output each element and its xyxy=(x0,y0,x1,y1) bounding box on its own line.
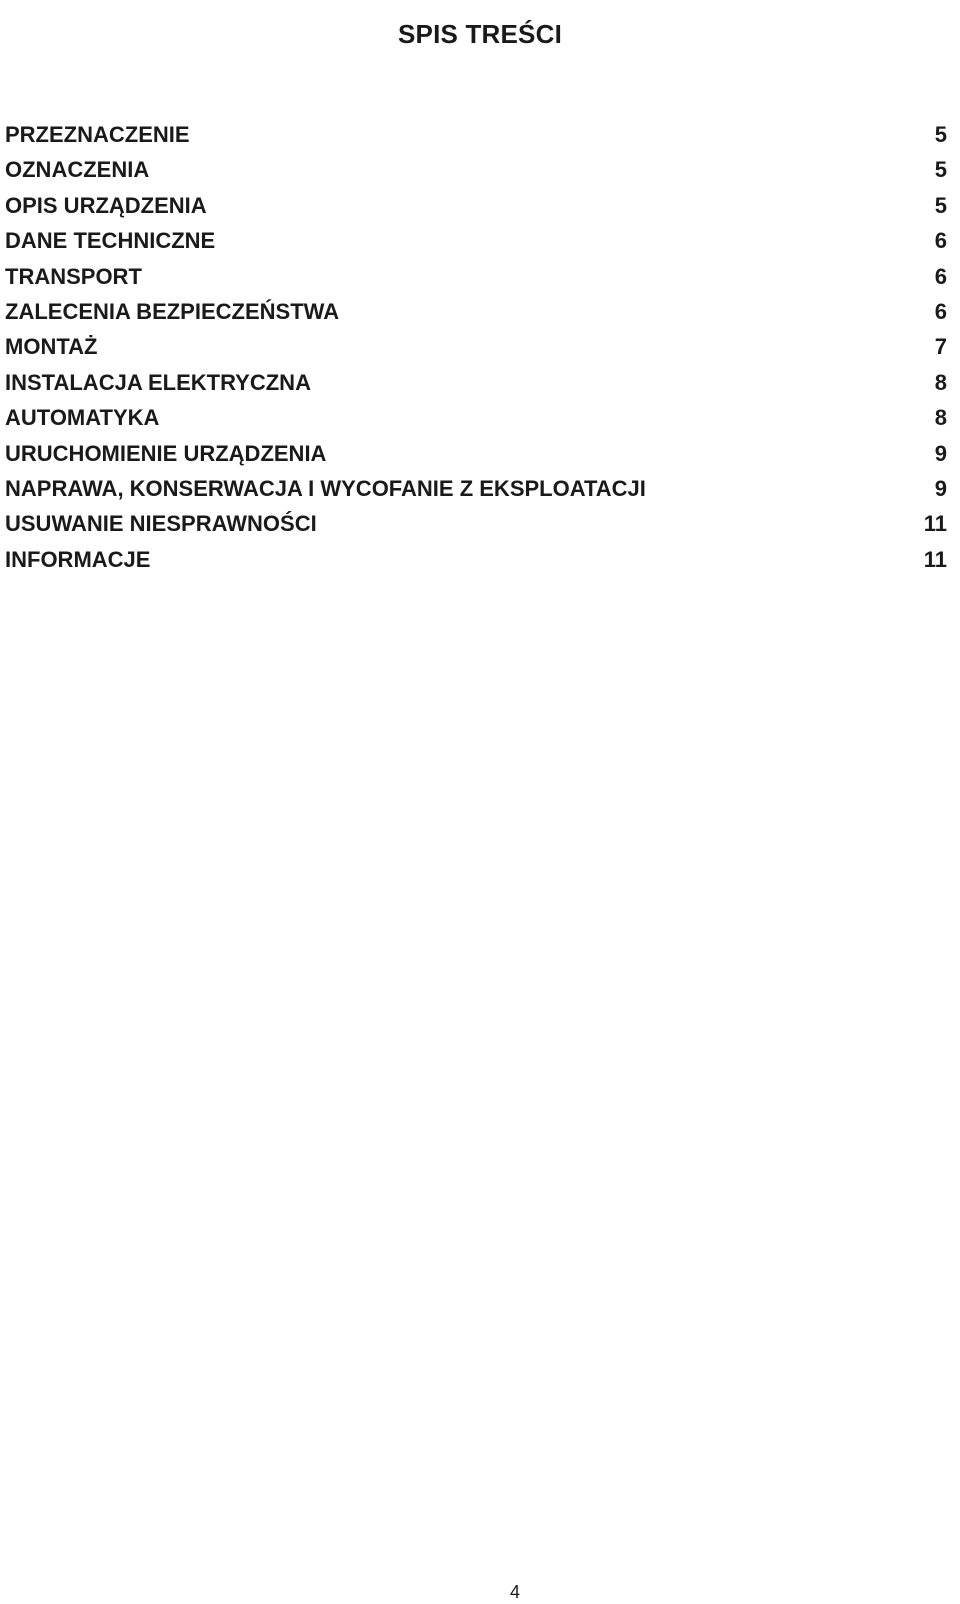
toc-entry xyxy=(5,512,949,547)
toc-entry-label: ZALECENIA BEZPIECZEŃSTWA xyxy=(5,298,340,324)
toc-entry-page: 5 xyxy=(934,122,947,147)
table-of-contents xyxy=(5,123,949,583)
toc-entry xyxy=(5,477,949,512)
page-number: 4 xyxy=(509,1582,520,1602)
toc-entry xyxy=(5,442,949,477)
toc-entry-page: 6 xyxy=(934,298,947,324)
toc-entry-label: USUWANIE NIESPRAWNOŚCI xyxy=(5,511,317,537)
toc-entry xyxy=(5,194,949,229)
page-title: SPIS TREŚCI xyxy=(397,19,562,50)
toc-entry-label: AUTOMATYKA xyxy=(5,405,160,431)
toc-entry-label: NAPRAWA, KONSERWACJA I WYCOFANIE Z EKSPLOATACJI xyxy=(5,475,646,501)
toc-entry-page: 11 xyxy=(923,546,947,572)
toc-entry-label: OPIS URZĄDZENIA xyxy=(5,192,207,218)
toc-entry-label: TRANSPORT xyxy=(5,263,142,289)
toc-entry xyxy=(5,158,949,193)
toc-entry-page: 9 xyxy=(934,440,947,466)
toc-entry-page: 5 xyxy=(934,157,947,183)
toc-entry xyxy=(5,406,949,441)
toc-entry-page: 8 xyxy=(934,369,947,395)
toc-entry-label: INFORMACJE xyxy=(5,546,151,572)
toc-entry xyxy=(5,371,949,406)
toc-entry-page: 5 xyxy=(934,192,947,218)
toc-entry xyxy=(5,229,949,264)
toc-entry-label: MONTAŻ xyxy=(5,334,98,360)
toc-entry-page: 6 xyxy=(934,228,947,254)
toc-entry-label: OZNACZENIA xyxy=(5,157,150,183)
toc-entry-page: 7 xyxy=(934,334,947,360)
toc-entry-label: INSTALACJA ELEKTRYCZNA xyxy=(5,369,311,395)
toc-entry xyxy=(5,300,949,335)
toc-entry-label: URUCHOMIENIE URZĄDZENIA xyxy=(5,440,327,466)
toc-entry xyxy=(5,265,949,300)
toc-entry-page: 8 xyxy=(934,405,947,431)
toc-entry-page: 6 xyxy=(934,263,947,289)
toc-entry-label: DANE TECHNICZNE xyxy=(5,228,216,254)
toc-entry-label: PRZEZNACZENIE xyxy=(5,122,190,147)
toc-entry-page: 9 xyxy=(934,475,947,501)
toc-entry xyxy=(5,123,949,158)
toc-entry-page: 11 xyxy=(923,511,947,537)
toc-entry xyxy=(5,548,949,583)
toc-entry xyxy=(5,335,949,370)
